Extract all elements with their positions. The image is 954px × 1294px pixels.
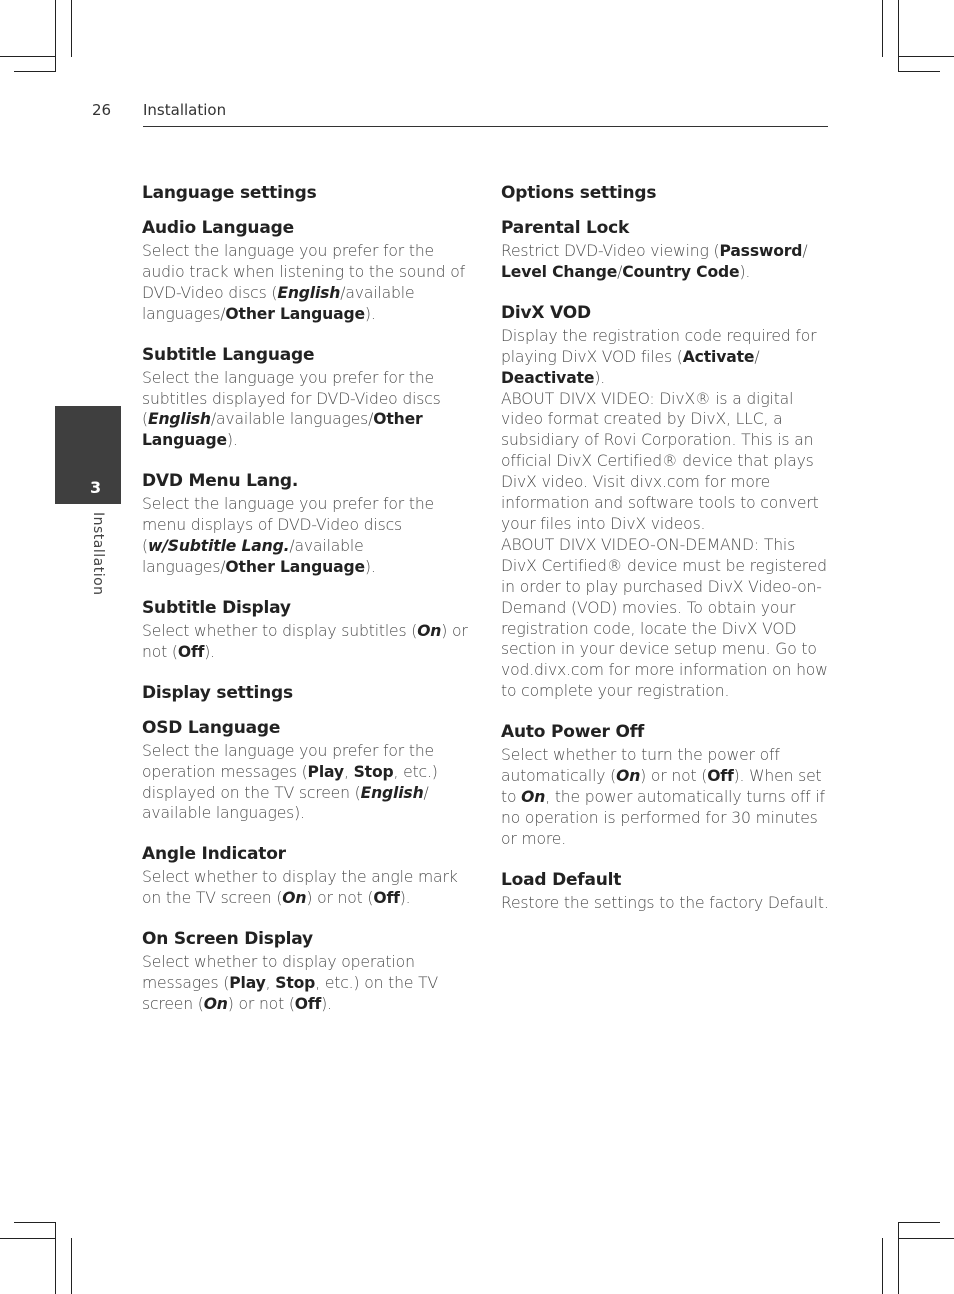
item-description: Select whether to display operation messages (Play, Stop, etc.) on the TV screen (On) or not (Off). xyxy=(142,953,438,1013)
osd-language-item xyxy=(142,717,472,825)
crop-mark xyxy=(14,71,56,72)
header-rule xyxy=(143,126,828,127)
item-description: Select the language you prefer for the subtitles displayed for DVD-Video discs (English/available languages/Other Language). xyxy=(142,368,441,450)
crop-mark xyxy=(882,1238,883,1294)
divx-vod-item xyxy=(501,302,831,702)
page-number: 26 xyxy=(92,101,112,119)
crop-mark xyxy=(882,0,883,57)
parental-lock-item xyxy=(501,217,831,283)
item-description: Select whether to turn the power off automatically (On) or not (Off). When set to On, the power automatically turns off if no operation is performed for 30 minutes or more. xyxy=(501,746,825,848)
crop-mark xyxy=(0,1238,55,1239)
item-title: On Screen Display xyxy=(142,929,313,950)
crop-mark xyxy=(898,71,940,72)
chapter-tab xyxy=(55,406,121,504)
item-title: OSD Language xyxy=(142,717,281,738)
options-settings-heading: Options settings xyxy=(501,183,657,203)
chapter-number: 3 xyxy=(90,478,102,497)
subtitle-language-item xyxy=(142,344,472,452)
crop-mark xyxy=(899,56,954,57)
chapter-label: Installation xyxy=(90,512,106,596)
item-description: Select whether to display the angle mark on the TV screen (On) or not (Off). xyxy=(142,868,458,908)
item-description: Select the language you prefer for the menu displays of DVD-Video discs (w/Subtitle Lang./available languages/Other Language). xyxy=(142,495,434,576)
item-title: DVD Menu Lang. xyxy=(142,471,299,492)
item-description: Restore the settings to the factory Default. xyxy=(501,893,829,912)
section-title: Installation xyxy=(143,101,227,119)
item-title: DivX VOD xyxy=(501,302,591,323)
on-screen-display-item xyxy=(142,928,472,1015)
item-description: Select the language you prefer for the operation messages (Play, Stop, etc.) displayed on the TV screen (English/ available languages). xyxy=(142,741,438,823)
audio-language-item xyxy=(142,217,472,325)
auto-power-off-item xyxy=(501,721,831,850)
crop-mark xyxy=(898,1222,899,1294)
item-description: Restrict DVD-Video viewing (Password/ Level Change/Country Code). xyxy=(501,242,808,281)
dvd-menu-lang-item xyxy=(142,470,472,578)
crop-mark xyxy=(0,56,55,57)
subtitle-display-item xyxy=(142,597,472,663)
angle-indicator-item xyxy=(142,843,472,909)
right-column xyxy=(501,182,831,933)
divx-vod-paragraph: ABOUT DIVX VIDEO-ON-DEMAND: This DivX Certified® device must be registered in order to play purchased DivX Video-on-Demand (VOD) movies. To obtain your registration code, locate the DivX VOD section in your device setup menu. Go to vod.divx.com for more information on how to complete your registration. xyxy=(501,535,828,701)
crop-mark xyxy=(55,0,56,72)
item-title: Auto Power Off xyxy=(501,722,645,743)
crop-mark xyxy=(14,1222,56,1223)
crop-mark xyxy=(55,1222,56,1294)
crop-mark xyxy=(898,1222,940,1223)
item-title: Subtitle Language xyxy=(142,344,315,365)
left-column xyxy=(142,182,472,1034)
display-settings-heading: Display settings xyxy=(142,682,293,703)
item-title: Parental Lock xyxy=(501,218,630,238)
item-title: Angle Indicator xyxy=(142,844,286,865)
item-title: Subtitle Display xyxy=(142,597,291,618)
item-description: Display the registration code required for playing DivX VOD files (Activate/ Deactivate). xyxy=(501,326,817,387)
crop-mark xyxy=(71,1238,72,1294)
divx-about-paragraph: ABOUT DIVX VIDEO: DivX® is a digital video format created by DivX, LLC, a subsidiary of Rovi Corporation. This is an official DivX Certified® device that plays DivX video. Visit divx.com for more information and software tools to convert your files into DivX videos. xyxy=(501,389,819,533)
item-description: Select whether to display subtitles (On) or not (Off). xyxy=(142,621,468,661)
language-settings-heading: Language settings xyxy=(142,183,317,203)
item-description: Select the language you prefer for the audio track when listening to the sound of DVD-Video discs (English/available languages/Other Language). xyxy=(142,242,465,323)
load-default-item xyxy=(501,869,831,914)
item-title: Audio Language xyxy=(142,218,294,238)
crop-mark xyxy=(71,0,72,57)
crop-mark xyxy=(898,0,899,72)
crop-mark xyxy=(899,1238,954,1239)
item-title: Load Default xyxy=(501,869,622,890)
